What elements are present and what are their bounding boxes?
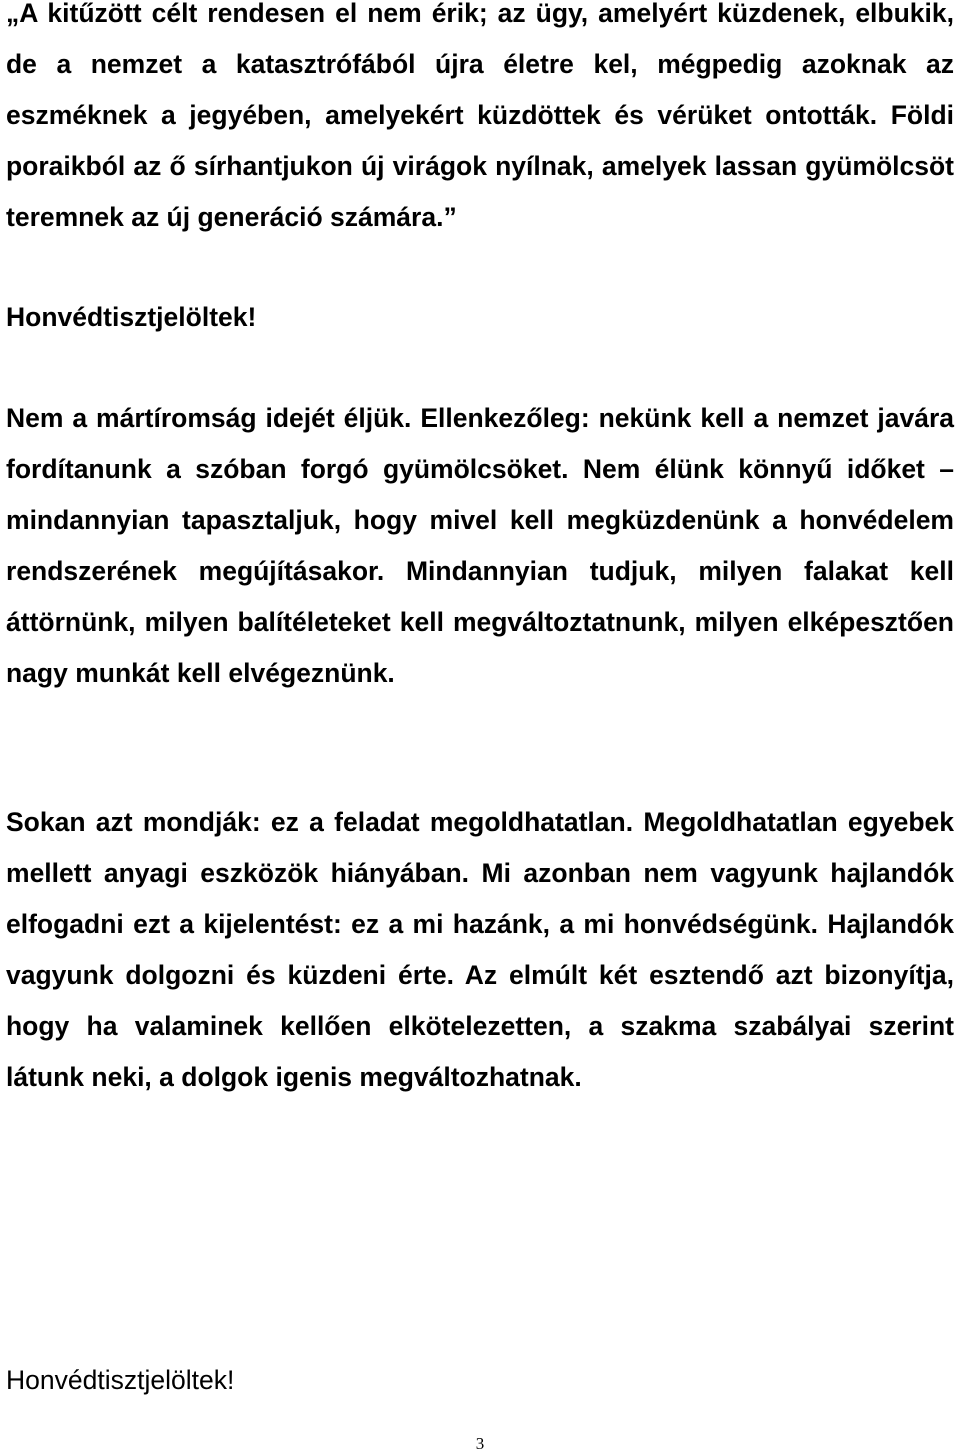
address-heading-2: Honvédtisztjelöltek! [6, 1365, 235, 1395]
page-number: 3 [475, 1434, 485, 1453]
address-heading-1: Honvédtisztjelöltek! [6, 302, 257, 332]
quote-paragraph: „A kitűzött célt rendesen el nem érik; az ügy, amelyért küzdenek, elbukik, de a nemzet a katasztrófából újra életre kel, mégpedig azoknak az eszméknek a jegyében, amelyekért küzdöttek és vérüket ontották. Földi poraikból az ő sírhantjukon új virágok nyílnak, amelyek lassan gyümölcsöt teremnek az új generáció számára.” [6, 0, 954, 232]
body-paragraph-1: Nem a mártíromság idejét éljük. Ellenkezőleg: nekünk kell a nemzet javára fordítanunk a szóban forgó gyümölcsöket. Nem élünk könnyű időket – mindannyian tapasztaljuk, hogy mivel kell megküzdenünk a honvédelem rendszerének megújításakor. Mindannyian tudjuk, milyen falakat kell áttörnünk, milyen balítéleteket kell megváltoztatnunk, milyen elképesztően nagy munkát kell elvégeznünk. [6, 403, 954, 688]
body-paragraph-2: Sokan azt mondják: ez a feladat megoldhatatlan. Megoldhatatlan egyebek mellett anyagi eszközök hiányában. Mi azonban nem vagyunk hajlandók elfogadni ezt a kijelentést: ez a mi hazánk, a mi honvédségünk. Hajlandók vagyunk dolgozni és küzdeni érte. Az elmúlt két esztendő azt bizonyítja, hogy ha valaminek kellően elkötelezetten, a szakma szabályai szerint látunk neki, a dolgok igenis megváltozhatnak. [6, 807, 954, 1092]
